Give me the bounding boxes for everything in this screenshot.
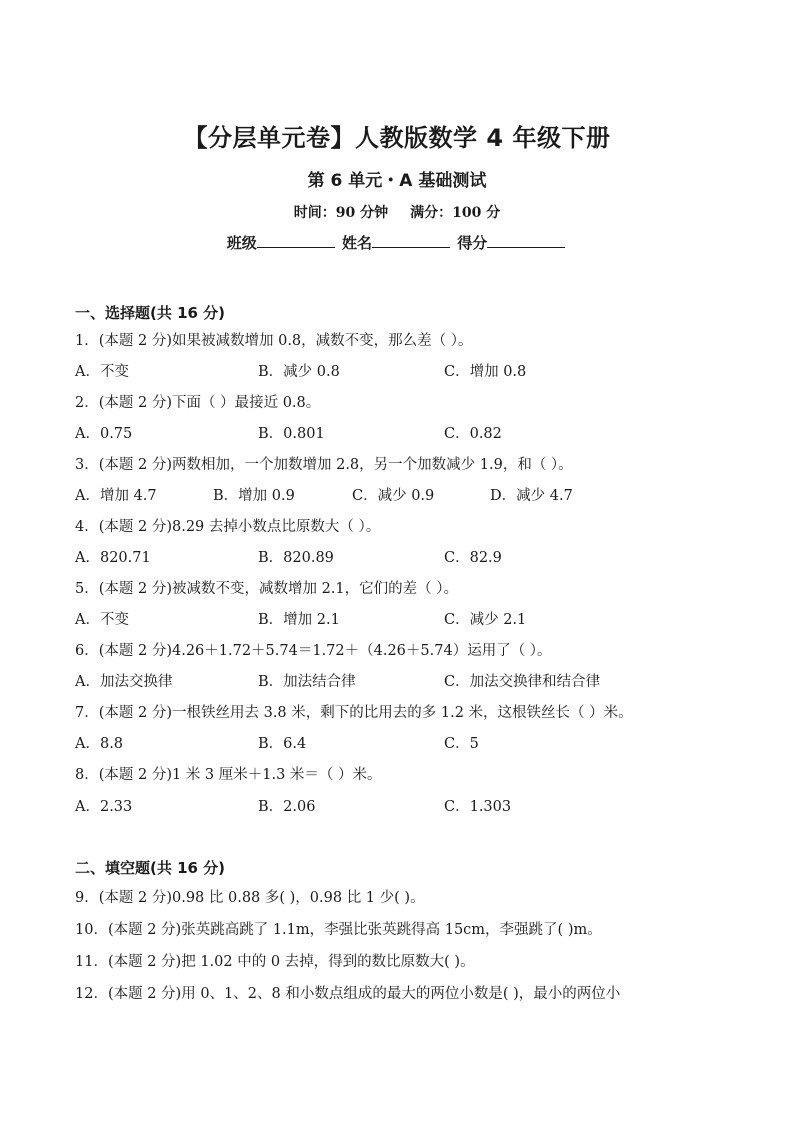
question-3: 3．(本题 2 分)两数相加，一个加数增加 2.8，另一个加数减少 1.9，和（ ）。: [75, 457, 573, 473]
score-blank[interactable]: [487, 233, 565, 248]
question-8: 8．(本题 2 分)1 米 3 厘米＋1.3 米＝（ ）米。: [75, 767, 382, 783]
class-blank[interactable]: [257, 233, 335, 248]
question-10: 10．(本题 2 分)张英跳高跳了 1.1m，李强比张英跳得高 15cm，李强跳了( )m。: [75, 922, 602, 938]
q3-option-a[interactable]: A．增加 4.7: [75, 488, 157, 504]
question-2: 2．(本题 2 分)下面（ ）最接近 0.8。: [75, 395, 321, 411]
question-5: 5．(本题 2 分)被减数不变，减数增加 2.1，它们的差（ ）。: [75, 581, 459, 597]
q6-option-b[interactable]: B．加法结合律: [258, 674, 356, 690]
question-6: 6．(本题 2 分)4.26＋1.72＋5.74＝1.72＋（4.26＋5.74）运用了（ ）。: [75, 643, 552, 659]
q4-option-c[interactable]: C．82.9: [444, 550, 502, 566]
time-info: [0, 202, 794, 222]
score-label: 得分: [457, 234, 488, 252]
q8-option-b[interactable]: B．2.06: [258, 799, 316, 815]
question-9: 9．(本题 2 分)0.98 比 0.88 多( )，0.98 比 1 少( )。: [75, 890, 425, 906]
q7-option-b[interactable]: B．6.4: [258, 736, 307, 752]
q8-option-c[interactable]: C．1.303: [444, 799, 512, 815]
q2-option-c[interactable]: C．0.82: [444, 426, 502, 442]
full-score: 满分：100 分: [410, 205, 501, 221]
name-label: 姓名: [341, 234, 372, 252]
section-choice-title: 一、选择题(共 16 分): [75, 304, 226, 322]
exam-subtitle: 第 6 单元・A 基础测试: [307, 171, 487, 191]
q3-option-d[interactable]: D．减少 4.7: [490, 488, 573, 504]
q4-option-b[interactable]: B．820.89: [258, 550, 334, 566]
name-blank[interactable]: [372, 233, 450, 248]
q5-option-b[interactable]: B．增加 2.1: [258, 612, 340, 628]
q6-option-a[interactable]: A．加法交换律: [75, 674, 173, 690]
q1-option-a[interactable]: A．不变: [75, 364, 129, 380]
time-limit: 时间：90 分钟: [293, 205, 389, 221]
q2-option-a[interactable]: A．0.75: [75, 426, 133, 442]
question-12: 12．(本题 2 分)用 0、1、2、8 和小数点组成的最大的两位小数是( )，最小的两位小: [75, 986, 621, 1002]
section-fill-title: 二、填空题(共 16 分): [75, 859, 226, 877]
q7-option-a[interactable]: A．8.8: [75, 736, 124, 752]
q3-option-c[interactable]: C．减少 0.9: [352, 488, 435, 504]
q4-option-a[interactable]: A．820.71: [75, 550, 151, 566]
q6-option-c[interactable]: C．加法交换律和结合律: [444, 674, 601, 690]
q7-option-c[interactable]: C．5: [444, 736, 479, 752]
question-4: 4．(本题 2 分)8.29 去掉小数点比原数大（ ）。: [75, 519, 381, 535]
question-7: 7．(本题 2 分)一根铁丝用去 3.8 米，剩下的比用去的多 1.2 米，这根铁丝长（ ）米。: [75, 705, 633, 721]
exam-title: 【分层单元卷】人教版数学 4 年级下册: [183, 124, 611, 152]
q8-option-a[interactable]: A．2.33: [75, 799, 133, 815]
class-label: 班级: [226, 234, 257, 252]
q1-option-b[interactable]: B．减少 0.8: [258, 364, 340, 380]
q2-option-b[interactable]: B．0.801: [258, 426, 325, 442]
question-11: 11．(本题 2 分)把 1.02 中的 0 去掉，得到的数比原数大( )。: [75, 954, 475, 970]
q1-option-c[interactable]: C．增加 0.8: [444, 364, 527, 380]
question-1: 1．(本题 2 分)如果被减数增加 0.8，减数不变，那么差（ ）。: [75, 333, 473, 349]
q5-option-a[interactable]: A．不变: [75, 612, 129, 628]
q3-option-b[interactable]: B．增加 0.9: [213, 488, 295, 504]
q5-option-c[interactable]: C．减少 2.1: [444, 612, 527, 628]
student-fields: [0, 232, 794, 253]
